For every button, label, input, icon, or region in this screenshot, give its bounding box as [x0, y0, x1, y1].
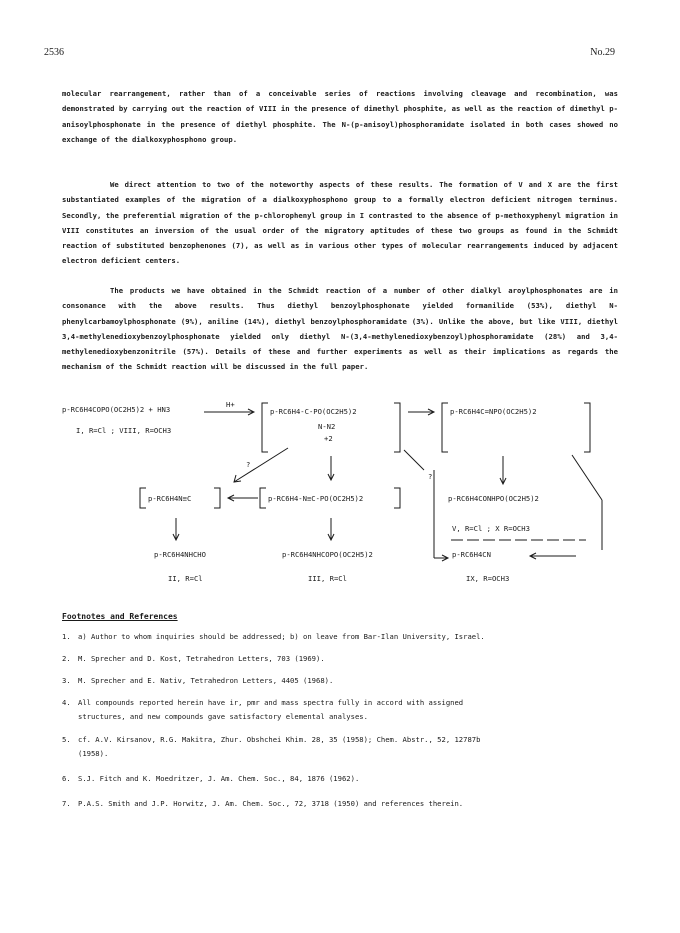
- formanilide-label: II, R=Cl: [168, 574, 203, 583]
- page-number: 2536: [44, 47, 64, 58]
- footnote-text: P.A.S. Smith and J.P. Horwitz, J. Am. Chem. Soc., 72, 3718 (1950) and references therein.: [78, 799, 464, 808]
- footnote-continuation: (1958).: [78, 749, 109, 758]
- footnote-number: 7.: [62, 799, 71, 808]
- starting-material: p-RC6H4COPO(OC2H5)2 + HN3: [62, 405, 171, 414]
- question-mark-1: ?: [246, 460, 251, 469]
- starting-material-labels: I, R=Cl ; VIII, R=OCH3: [76, 426, 172, 435]
- nitrilium-ion-2: p-RC6H4-N≡C-PO(OC2H5)2: [268, 494, 364, 503]
- footnote-text: a) Author to whom inquiries should be addressed; b) on leave from Bar-Ilan University, Israel.: [78, 632, 485, 641]
- reagent-label: H+: [226, 400, 235, 409]
- nitrilium-ion-1: p-RC6H4N≡C: [148, 494, 192, 503]
- paragraph-1: molecular rearrangement, rather than of a conceivable series of reactions involving cleavage and recombination, was demonstrated by carrying out the reaction of VIII in the presence of dimethyl phosphite, as well as the reaction of dimethyl p-anisoylphosphonate in the presence of diethyl phosphite. The N-(p-anisoyl)phosphoramidate isolated in both cases showed no exchange of the dialkoxyphosphono group.: [62, 89, 618, 144]
- paragraph-2: We direct attention to two of the noteworthy aspects of these results. The formation of V and X are the first substantiated examples of the migration of a dialkoxyphosphono group to a formally electron deficient nitrogen terminus. Secondly, the preferential migration of the p-chlorophenyl group in I contrasted to the absence of p-methoxyphenyl migration in VIII constitutes an inversion of the usual order of the migratory aptitudes of these two groups as found in the Schmidt reaction of substituted benzophenones (7), as well as in various other types of molecular rearrangements induced by adjacent electron deficient centers.: [62, 180, 618, 266]
- journal-issue: No.29: [590, 47, 615, 58]
- paragraph-3: The products we have obtained in the Schmidt reaction of a number of other dialkyl aroylphosphonates are in consonance with the above results. Thus diethyl benzoylphosphonate yielded formanilide (53%), diethyl N-phenylcarbamoylphosphonate (9%), aniline (14%), diethyl benzoylphosphoramidate (3%). Unlike the above, but like VIII, diethyl 3,4-methylenedioxybenzoylphosphonate yielded only diethyl N-(3,4-methylenedioxybenzoyl)phosphoramidate (28%) and 3,4-methylenedioxybenzonitrile (57%). Details of these and further experiments as well as their implications as regards the mechanism of the Schmidt reaction will be discussed in the full paper.: [62, 286, 618, 372]
- intermediate-a-substituent: N-N2: [318, 422, 336, 431]
- footnote-text: M. Sprecher and D. Kost, Tetrahedron Letters, 703 (1969).: [78, 654, 325, 663]
- nitrile-label: IX, R=OCH3: [466, 574, 510, 583]
- intermediate-a-charge: +2: [324, 434, 333, 443]
- footnote-4: [62, 696, 618, 724]
- footnotes-heading: Footnotes and References: [62, 612, 178, 621]
- footnote-number: 5.: [62, 735, 71, 744]
- product-nitrile: p-RC6H4CN: [452, 550, 491, 559]
- footnote-7: [62, 797, 618, 811]
- footnote-number: 6.: [62, 774, 71, 783]
- footnote-2: [62, 652, 618, 666]
- footnote-text: M. Sprecher and E. Nativ, Tetrahedron Letters, 4405 (1968).: [78, 676, 334, 685]
- footnote-text: cf. A.V. Kirsanov, R.G. Makitra, Zhur. Obshchei Khim. 28, 35 (1958); Chem. Abstr., 52, 12787b: [78, 735, 481, 744]
- footnote-5: [62, 733, 618, 761]
- product-carbamoyl: p-RC6H4NHCOPO(OC2H5)2: [282, 550, 373, 559]
- product-formanilide: p-RC6H4NHCHO: [154, 550, 206, 559]
- footnote-number: 3.: [62, 676, 71, 685]
- footnote-6: [62, 772, 618, 786]
- question-mark-2: ?: [428, 472, 433, 481]
- carbamoyl-label: III, R=Cl: [308, 574, 347, 583]
- footnote-continuation: structures, and new compounds gave satisfactory elemental analyses.: [78, 712, 368, 721]
- reaction-scheme: [56, 400, 616, 605]
- intermediate-b: p-RC6H4C=NPO(OC2H5)2: [450, 407, 537, 416]
- footnote-text: All compounds reported herein have ir, pmr and mass spectra fully in accord with assigned: [78, 698, 464, 707]
- intermediate-a: p-RC6H4-C-PO(OC2H5)2: [270, 407, 357, 416]
- footnote-1: [62, 630, 618, 644]
- footnote-3: [62, 674, 618, 688]
- product-amide: p-RC6H4CONHPO(OC2H5)2: [448, 494, 539, 503]
- footnote-number: 1.: [62, 632, 71, 641]
- footnote-number: 4.: [62, 698, 71, 707]
- product-amide-labels: V, R=Cl ; X R=OCH3: [452, 524, 530, 533]
- footnote-text: S.J. Fitch and K. Moedritzer, J. Am. Chem. Soc., 84, 1876 (1962).: [78, 774, 360, 783]
- footnote-number: 2.: [62, 654, 71, 663]
